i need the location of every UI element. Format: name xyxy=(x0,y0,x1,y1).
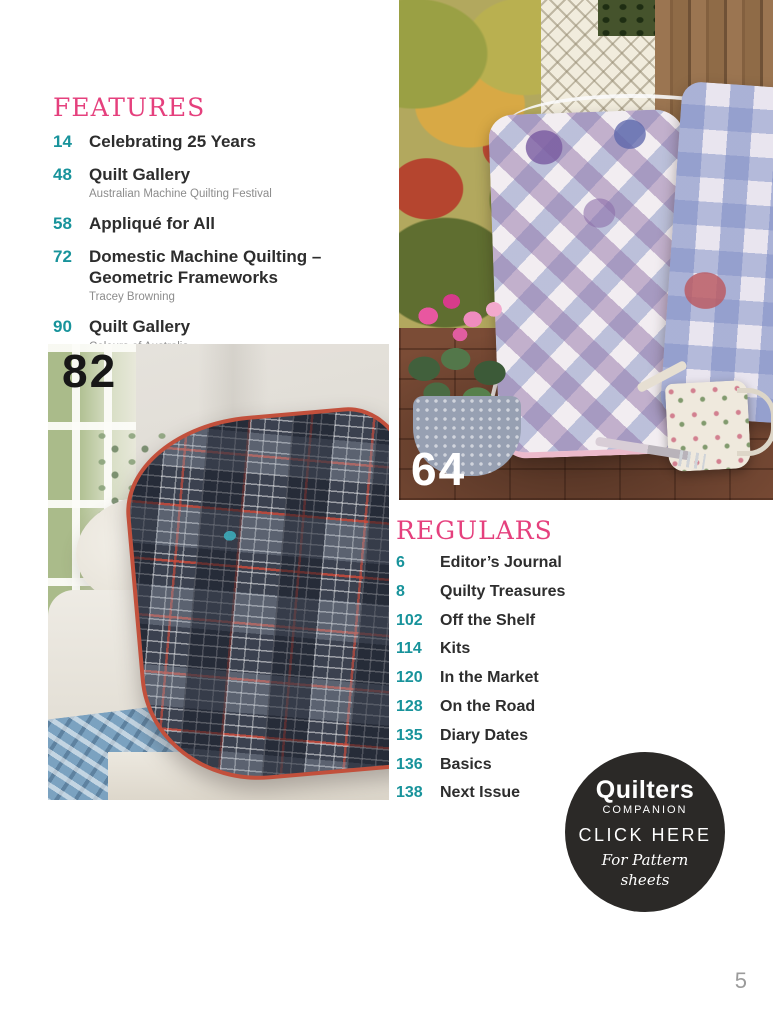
regular-page-number: 128 xyxy=(396,697,423,715)
photo-plaid-quilt-sofa xyxy=(48,344,389,800)
regular-title: In the Market xyxy=(440,669,539,687)
regular-page-number: 136 xyxy=(396,755,423,773)
feature-subtitle: Australian Machine Quilting Festival xyxy=(89,188,272,201)
regular-title: On the Road xyxy=(440,697,536,715)
regular-title: Editor’s Journal xyxy=(440,554,562,571)
photo-garden-quilts xyxy=(399,0,773,500)
regular-item-off-the-shelf[interactable] xyxy=(396,613,656,630)
regular-title: Basics xyxy=(440,755,492,773)
regular-page-number: 6 xyxy=(396,554,405,571)
feature-title: Domestic Machine Quilting – xyxy=(89,247,322,266)
watering-can-handle xyxy=(737,388,773,456)
photo-page-number-64: 64 xyxy=(411,443,467,495)
badge-brand-subtitle: COMPANION xyxy=(602,804,688,816)
regular-page-number: 114 xyxy=(396,640,422,658)
regular-item-on-the-road[interactable] xyxy=(396,699,656,716)
regular-page-number: 120 xyxy=(396,669,423,687)
plaid-patchwork-quilt xyxy=(119,402,389,790)
regular-item-quilty-treasures[interactable] xyxy=(396,584,656,601)
click-here-pattern-badge[interactable] xyxy=(565,752,725,912)
regular-page-number: 135 xyxy=(396,726,423,744)
feature-page-number: 14 xyxy=(53,132,72,151)
feature-page-number: 72 xyxy=(53,247,72,266)
feature-title: Celebrating 25 Years xyxy=(89,132,256,151)
feature-subtitle: Tracey Browning xyxy=(89,291,175,304)
regular-item-editors-journal[interactable] xyxy=(396,555,656,572)
feature-title: Quilt Gallery xyxy=(89,317,191,337)
feature-item-applique-for-all[interactable] xyxy=(53,214,383,235)
feature-item-domestic-machine-quilting[interactable] xyxy=(53,247,383,305)
regular-title: Quilty Treasures xyxy=(440,582,566,600)
badge-line-for-pattern: For Pattern xyxy=(601,851,689,869)
feature-page-number: 90 xyxy=(53,317,72,337)
features-section xyxy=(53,95,383,355)
badge-cta-text: CLICK HERE xyxy=(578,825,712,845)
regular-item-kits[interactable] xyxy=(396,641,656,658)
feature-title: Appliqué for All xyxy=(89,214,215,234)
features-heading: FEATURES xyxy=(53,93,206,122)
feature-title: Quilt Gallery xyxy=(89,164,191,184)
regulars-heading: REGULARS xyxy=(396,516,553,545)
regular-page-number: 102 xyxy=(396,611,423,629)
regular-title: Off the Shelf xyxy=(440,611,536,629)
regular-title: Kits xyxy=(440,640,471,658)
feature-page-number: 48 xyxy=(53,164,72,184)
feature-item-quilt-gallery-amqf[interactable] xyxy=(53,165,383,203)
regular-title: Diary Dates xyxy=(440,726,529,744)
feature-page-number: 58 xyxy=(53,214,72,234)
feature-title-line2: Geometric Frameworks xyxy=(89,267,278,287)
regular-item-diary-dates[interactable] xyxy=(396,728,656,745)
regular-page-number: 8 xyxy=(396,582,405,600)
page-number: 5 xyxy=(734,968,747,993)
feature-item-celebrating-25-years[interactable] xyxy=(53,132,383,153)
badge-line-sheets: sheets xyxy=(620,871,670,889)
badge-brand-name: Quilters xyxy=(595,776,695,804)
regular-item-in-the-market[interactable] xyxy=(396,670,656,687)
photo-page-number-82: 82 xyxy=(62,345,118,397)
regular-title: Next Issue xyxy=(440,784,521,802)
regular-page-number: 138 xyxy=(396,784,423,802)
